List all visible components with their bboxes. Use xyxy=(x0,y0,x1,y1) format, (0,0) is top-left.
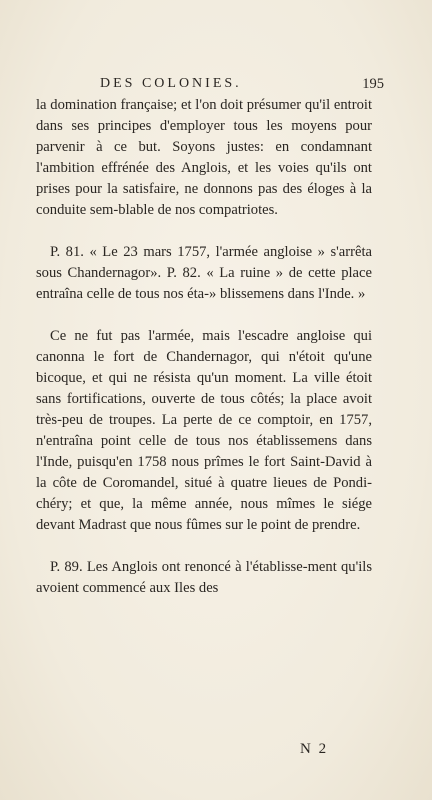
paragraph-gap xyxy=(36,536,372,557)
paragraph-quotation: P. 81. « Le 23 mars 1757, l'armée angloise » s'arrêta sous Chandernagor». P. 82. « La ruine » de cette place entraîna celle de tous nos éta-» blissemens dans l'Inde. » xyxy=(36,244,372,302)
paragraph-next: P. 89. Les Anglois ont renoncé à l'établisse-ment qu'ils avoient commencé aux Iles des xyxy=(36,559,372,596)
paragraph-continuation: la domination française; et l'on doit présumer qu'il entroit dans ses principes d'employer tous les moyens pour parvenir à ce but. Soyons justes: en condamnant l'ambition effrénée des Anglois, et les voies qu'ils ont prises pour la satisfaire, ne donnons pas des éloges à la conduite sem-blable de nos compatriotes. xyxy=(36,97,372,218)
running-title: DES COLONIES. xyxy=(100,76,242,91)
paragraph-gap xyxy=(36,221,372,242)
page-number: 195 xyxy=(362,76,384,92)
paragraph-rebuttal: Ce ne fut pas l'armée, mais l'escadre angloise qui canonna le fort de Chandernagor, qui n'étoit qu'une bicoque, et qui ne résista qu'un moment. La ville étoit sans fortifications, ouverte de tous côtés; la place avoit très-peu de troupes. La perte de ce comptoir, en 1757, n'entraîna point celle de tous nos établissemens dans l'Inde, puisqu'en 1758 nous prîmes le fort Saint-David à la côte de Coromandel, situé à quatre lieues de Pondi-chéry; et que, la même année, nous mîmes le siége devant Madrast que nous fûmes sur le point de prendre. xyxy=(36,328,372,533)
body-text xyxy=(36,95,372,599)
paragraph-gap xyxy=(36,305,372,326)
running-head xyxy=(36,76,412,96)
signature-mark: N 2 xyxy=(300,741,329,757)
